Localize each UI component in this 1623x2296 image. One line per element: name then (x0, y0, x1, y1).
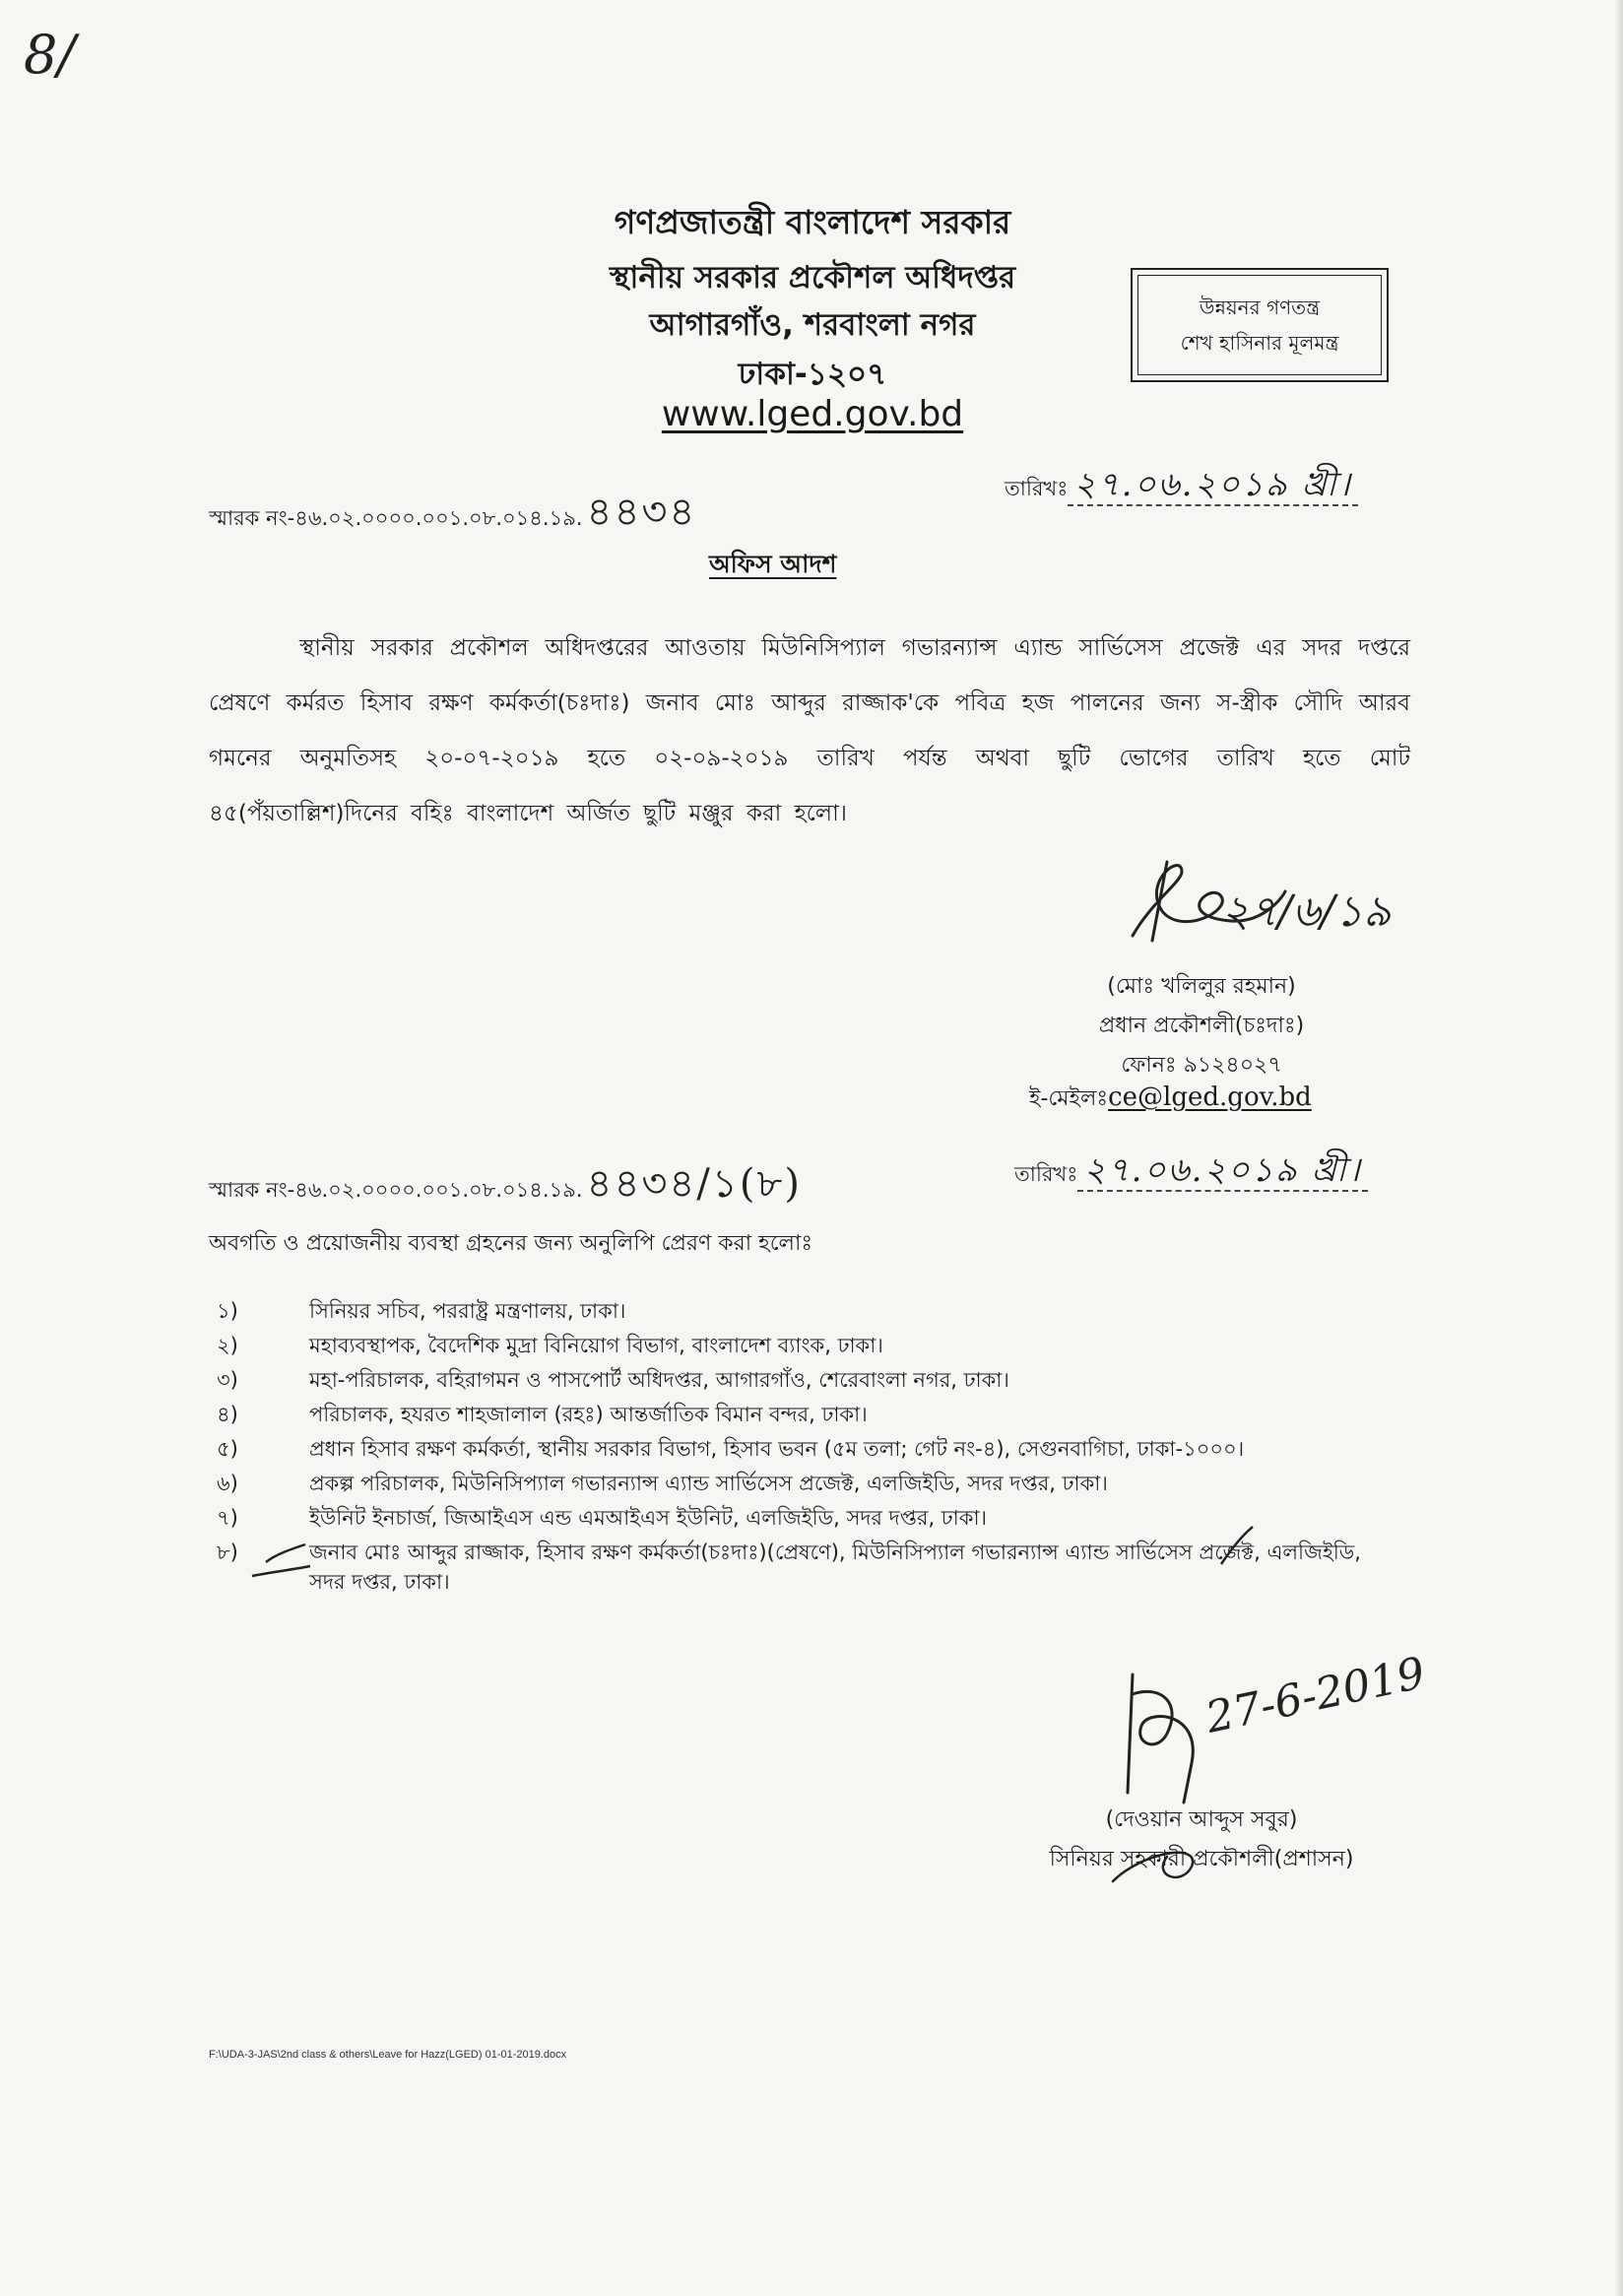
slogan-line-2: শেখ হাসিনার মূলমন্ত্র (1180, 331, 1339, 355)
list-item (209, 1365, 1391, 1395)
memo-number-2 (209, 1152, 802, 1218)
website-link[interactable]: www.lged.gov.bd (661, 394, 964, 434)
signatory-2-name: (দেওয়ান আব্দুস সবুর) (1105, 1807, 1298, 1832)
signature-2-date: 27-6-2019 (1201, 1648, 1430, 1743)
list-item (209, 1434, 1391, 1464)
signatory-1-block (1024, 967, 1379, 1085)
address-line: আগারগাঁও, শরবাংলা নগর (649, 307, 976, 343)
list-item-number: ৩) (217, 1368, 238, 1392)
government-title: গণপ্রজাতন্ত্রী বাংলাদেশ সরকার (614, 203, 1011, 241)
copy-intro: অবগতি ও প্রয়োজনীয় ব্যবস্থা গ্রহনের জন্য অনুলিপি প্রেরণ করা হলোঃ (209, 1231, 813, 1256)
slogan-box (1131, 268, 1389, 382)
list-item (209, 1296, 1391, 1326)
list-item-number: ২) (217, 1334, 238, 1357)
list-item-number: ৮) (217, 1541, 238, 1564)
slogan-line-1: উন্নয়নর গণতন্ত্র (1199, 295, 1321, 319)
date-handwritten: ২৭.০৬.২০১৯ খ্রী। (1068, 465, 1357, 506)
list-item-number: ৫) (217, 1437, 238, 1461)
scan-edge-shadow (1615, 0, 1623, 2296)
memo-label: স্মারক নং-৪৬.০২.০০০০.০০১.০৮.০১৪.১৯. (209, 506, 583, 530)
email-link[interactable]: ce@lged.gov.bd (1108, 1082, 1312, 1112)
list-item-text: প্রধান হিসাব রক্ষণ কর্মকর্তা, স্থানীয় সরকার বিভাগ, হিসাব ভবন (৫ম তলা; গেট নং-৪), সেগুনবাগিচা, ঢাকা-১০০০। (309, 1437, 1245, 1461)
list-item (209, 1469, 1391, 1498)
list-item-text: জনাব মোঃ আব্দুর রাজ্জাক, হিসাব রক্ষণ কর্মকর্তা(চঃদাঃ)(প্রেষণে), মিউনিসিপ্যাল গভারন্যান্স এ্যান্ড সার্ভিসেস প্রজেক্ট, এলজিইডি, সদর দপ্তর, ঢাকা। (309, 1541, 1361, 1594)
signatory-2-block (1034, 1801, 1369, 1879)
footer-file-path: F:\UDA-3-JAS\2nd class & others\Leave for Hazz(LGED) 01-01-2019.docx (209, 2049, 567, 2061)
memo-date-2 (1014, 1145, 1368, 1201)
memo-date-1 (1005, 459, 1358, 515)
memo-handwritten-number: ৪৪৩৪ (586, 490, 697, 535)
city-line: ঢাকা-১২০৭ (738, 357, 887, 392)
list-item-number: ১) (217, 1299, 238, 1323)
signatory-1-email-row (1029, 1082, 1312, 1118)
date-handwritten: ২৭.০৬.২০১৯ খ্রী। (1077, 1150, 1367, 1192)
list-item (209, 1400, 1391, 1429)
handwritten-tick-marks (246, 1525, 1270, 1584)
memo-number-1 (209, 481, 696, 547)
list-item (209, 1331, 1391, 1360)
signatory-2-designation: সিনিয়র সহকারী প্রকৌশলী(প্রশাসন) (1049, 1847, 1354, 1871)
date-label: তারিখঃ (1005, 477, 1069, 500)
list-item-text: মহা-পরিচালক, বহিরাগমন ও পাসপোর্ট অধিদপ্তর, আগারগাঁও, শেরেবাংলা নগর, ঢাকা। (309, 1368, 1009, 1392)
list-item-number: ৬) (217, 1472, 238, 1495)
signatory-1-name: (মোঃ খলিলুর রহমান) (1107, 974, 1296, 999)
signature-1-date: ২৭/৬/১৯ (1221, 886, 1392, 937)
order-body: স্থানীয় সরকার প্রকৌশল অধিদপ্তরের আওতায় মিউনিসিপ্যাল গভারন্যান্স এ্যান্ড সার্ভিসেস প্রজেক্ট এর সদর দপ্তরে প্রেষণে কর্মরত হিসাব রক্ষণ কর্মকর্তা(চঃদাঃ) জনাব মোঃ আব্দুর রাজ্জাক'কে পবিত্র হজ পালনের জন্য স-স্ত্রীক সৌদি আরব গমনের অনুমতিসহ ২০-০৭-২০১৯ হতে ০২-০৯-২০১৯ তারিখ পর্যন্ত অথবা ছুটি ভোগের তারিখ হতে মোট ৪৫(পঁয়তাল্লিশ)দিনের বহিঃ বাংলাদেশ অর্জিত ছুটি মঞ্জুর করা হলো। (209, 635, 1410, 826)
date-label: তারিখঃ (1014, 1162, 1078, 1186)
list-item-text: প্রকল্প পরিচালক, মিউনিসিপ্যাল গভারন্যান্স এ্যান্ড সার্ভিসেস প্রজেক্ট, এলজিইডি, সদর দপ্তর, ঢাকা। (309, 1472, 1108, 1495)
signatory-1-phone: ফোনঃ ৯১২৪০২৭ (1121, 1053, 1282, 1078)
memo-handwritten-number: ৪৪৩৪/১(৮) (586, 1161, 802, 1207)
list-item-text: ইউনিট ইনচার্জ, জিআইএস এন্ড এমআইএস ইউনিট, এলজিইডি, সদর দপ্তর, ঢাকা। (309, 1506, 988, 1530)
corner-handwritten-mark: 8/ (24, 24, 76, 86)
department-title: স্থানীয় সরকার প্রকৌশল অধিদপ্তর (609, 260, 1016, 295)
list-item-number: ৭) (217, 1506, 238, 1530)
list-item-number: ৪) (217, 1403, 238, 1426)
signatory-1-designation: প্রধান প্রকৌশলী(চঃদাঃ) (1098, 1014, 1305, 1038)
list-item-text: মহাব্যবস্থাপক, বৈদেশিক মুদ্রা বিনিয়োগ বিভাগ, বাংলাদেশ ব্যাংক, ঢাকা। (309, 1334, 883, 1357)
memo-label: স্মারক নং-৪৬.০২.০০০০.০০১.০৮.০১৪.১৯. (209, 1178, 583, 1202)
list-item-text: পরিচালক, হযরত শাহজালাল (রহঃ) আন্তর্জাতিক বিমান বন্দর, ঢাকা। (309, 1403, 868, 1426)
email-label: ই-মেইলঃ (1029, 1086, 1109, 1111)
list-item-text: সিনিয়র সচিব, পররাষ্ট্র মন্ত্রণালয়, ঢাকা। (309, 1299, 626, 1323)
office-order-title: অফিস আদশ (709, 550, 837, 578)
